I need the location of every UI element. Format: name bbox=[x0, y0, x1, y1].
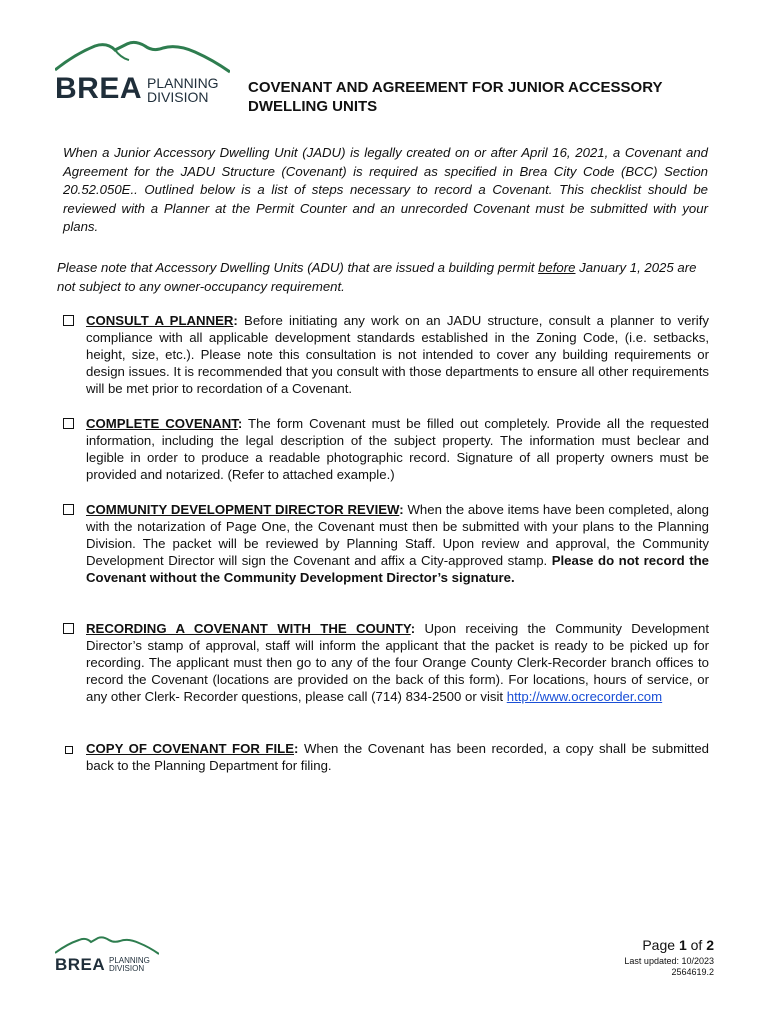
page-number bbox=[642, 937, 714, 953]
note-before: Please note that Accessory Dwelling Units (ADU) that are issued a building permit bbox=[57, 260, 539, 275]
step-complete-covenant bbox=[63, 415, 709, 483]
step-consult-planner bbox=[63, 312, 709, 397]
page-word: Page bbox=[642, 937, 676, 953]
step-body: Upon receiving the Community Development Director’s stamp of approval, staff will inform the applicant that the packet is ready to be picked up for recording. The applicant must then go to any of the four Orange County Clerk-Recorder branch offices to record the Covenant (locations are provided on the back of this form). For locations, hours of service, or any other Clerk- Recorder questions, please call (714) 834-2500 or visit bbox=[86, 621, 709, 704]
division-line2: DIVISION bbox=[109, 964, 145, 973]
step-text: RECORDING A COVENANT WITH THE COUNTY: Upon receiving the Community Development Director’s stamp of approval, staff will inform the applicant that the packet is ready to be picked up for recording. The applicant must then go to any of the four Orange County Clerk-Recorder branch offices to record the Covenant (locations are provided on the back of this form). For locations, hours of service, or any other Clerk- Recorder questions, please call (714) 834-2500 or visit http://www.ocrecorder.com bbox=[86, 621, 709, 704]
step-heading: RECORDING A COVENANT WITH THE COUNTY bbox=[86, 621, 411, 636]
step-body: When the Covenant has been recorded, a copy shall be submitted back to the Planning Department for filing. bbox=[86, 741, 709, 773]
step-director-review bbox=[63, 501, 709, 586]
step-heading: CONSULT A PLANNER bbox=[86, 313, 234, 328]
step-text: COMPLETE COVENANT: The form Covenant must be filled out completely. Provide all the requested information, including the legal description of the subject property. The information must beclear and legible in order to produce a readable photographic record. Signature of all property owners must be provided and notarized. (Refer to attached example.) bbox=[86, 416, 710, 482]
note-after: January 1, 2025 are not subject to any owner-occupancy requirement. bbox=[57, 260, 697, 294]
division-label bbox=[147, 76, 219, 104]
last-updated-date: Last updated: 10/2023 bbox=[624, 956, 714, 966]
step-body: When the above items have been completed, along with the notarization of Page One, the Covenant must then be submitted with your plans to the Planning Division. The packet will be reviewed by Planning Staff. Upon review and approval, the Community Development Director will sign the Covenant and affix a City-approved stamp. bbox=[86, 502, 709, 568]
owner-occupancy-note bbox=[57, 259, 709, 296]
page-total: 2 bbox=[706, 937, 714, 953]
checkbox[interactable] bbox=[63, 504, 74, 515]
brand-name: BREA bbox=[55, 72, 143, 105]
brea-planning-logo-footer bbox=[55, 934, 159, 976]
brand-name: BREA bbox=[55, 955, 106, 974]
step-warning: Please do not record the Covenant without the Community Development Director’s signature. bbox=[86, 553, 709, 585]
title-line2: DWELLING UNITS bbox=[248, 98, 378, 115]
step-recording-county bbox=[63, 620, 709, 705]
step-heading: COMPLETE COVENANT bbox=[86, 416, 238, 431]
intro-paragraph: When a Junior Accessory Dwelling Unit (JADU) is legally created on or after April 16, 2021, a Covenant and Agreement for the JADU Structure (Covenant) is required as specified in Brea City Code (BCC) Section 20.52.050E.. Outlined below is a list of steps necessary to record a Covenant. This checklist should be reviewed with a Planner at the Permit Counter and an unrecorded Covenant must be submitted with your plans. bbox=[63, 145, 708, 234]
step-body: The form Covenant must be filled out completely. Provide all the requested information, including the legal description of the subject property. The information must beclear and legible in order to produce a readable photographic record. Signature of all property owners must be provided and notarized. (Refer to attached example.) bbox=[86, 416, 710, 482]
division-line1: PLANNING bbox=[147, 75, 219, 91]
brea-planning-logo bbox=[55, 36, 230, 108]
division-label bbox=[109, 957, 150, 973]
document-number: 2564619.2 bbox=[671, 967, 714, 977]
checkbox[interactable] bbox=[65, 746, 73, 754]
page-of: of bbox=[690, 937, 703, 953]
title-line1: COVENANT AND AGREEMENT FOR JUNIOR ACCESSORY bbox=[248, 79, 663, 96]
note-underlined: before bbox=[538, 260, 576, 275]
page-title bbox=[248, 78, 718, 116]
mountain-logo-icon bbox=[55, 36, 230, 76]
division-line1: PLANNING bbox=[109, 956, 150, 965]
last-updated bbox=[624, 956, 714, 978]
mountain-logo-icon bbox=[55, 934, 159, 956]
division-line2: DIVISION bbox=[147, 89, 209, 105]
step-text: COMMUNITY DEVELOPMENT DIRECTOR REVIEW: When the above items have been completed, along with the notarization of Page One, the Covenant must then be submitted with your plans to the Planning Division. The packet will be reviewed by Planning Staff. Upon review and approval, the Community Development Director will sign the Covenant and affix a City-approved stamp. Please do not record the Covenant without the Community Development Director’s signature. bbox=[86, 502, 709, 585]
step-copy-for-file bbox=[63, 740, 709, 774]
checkbox[interactable] bbox=[63, 623, 74, 634]
checkbox[interactable] bbox=[63, 418, 74, 429]
step-heading: COMMUNITY DEVELOPMENT DIRECTOR REVIEW bbox=[86, 502, 400, 517]
step-heading: COPY OF COVENANT FOR FILE bbox=[86, 741, 294, 756]
ocrecorder-link[interactable]: http://www.ocrecorder.com bbox=[506, 689, 663, 704]
step-text: COPY OF COVENANT FOR FILE: When the Covenant has been recorded, a copy shall be submitted back to the Planning Department for filing. bbox=[86, 741, 709, 773]
checkbox[interactable] bbox=[63, 315, 74, 326]
step-body: Before initiating any work on an JADU structure, consult a planner to verify compliance with all applicable development standards established in the Zoning Code, (i.e. setbacks, height, size, etc.). Please note this consultation is not intended to cover any building requirements or design issues. It is recommended that you consult with those departments to ensure all other requirements will be met prior to recordation of a Covenant. bbox=[86, 313, 709, 396]
step-text: CONSULT A PLANNER: Before initiating any work on an JADU structure, consult a planner to verify compliance with all applicable development standards established in the Zoning Code, (i.e. setbacks, height, size, etc.). Please note this consultation is not intended to cover any building requirements or design issues. It is recommended that you consult with those departments to ensure all other requirements will be met prior to recordation of a Covenant. bbox=[86, 313, 709, 396]
page-current: 1 bbox=[678, 937, 687, 953]
